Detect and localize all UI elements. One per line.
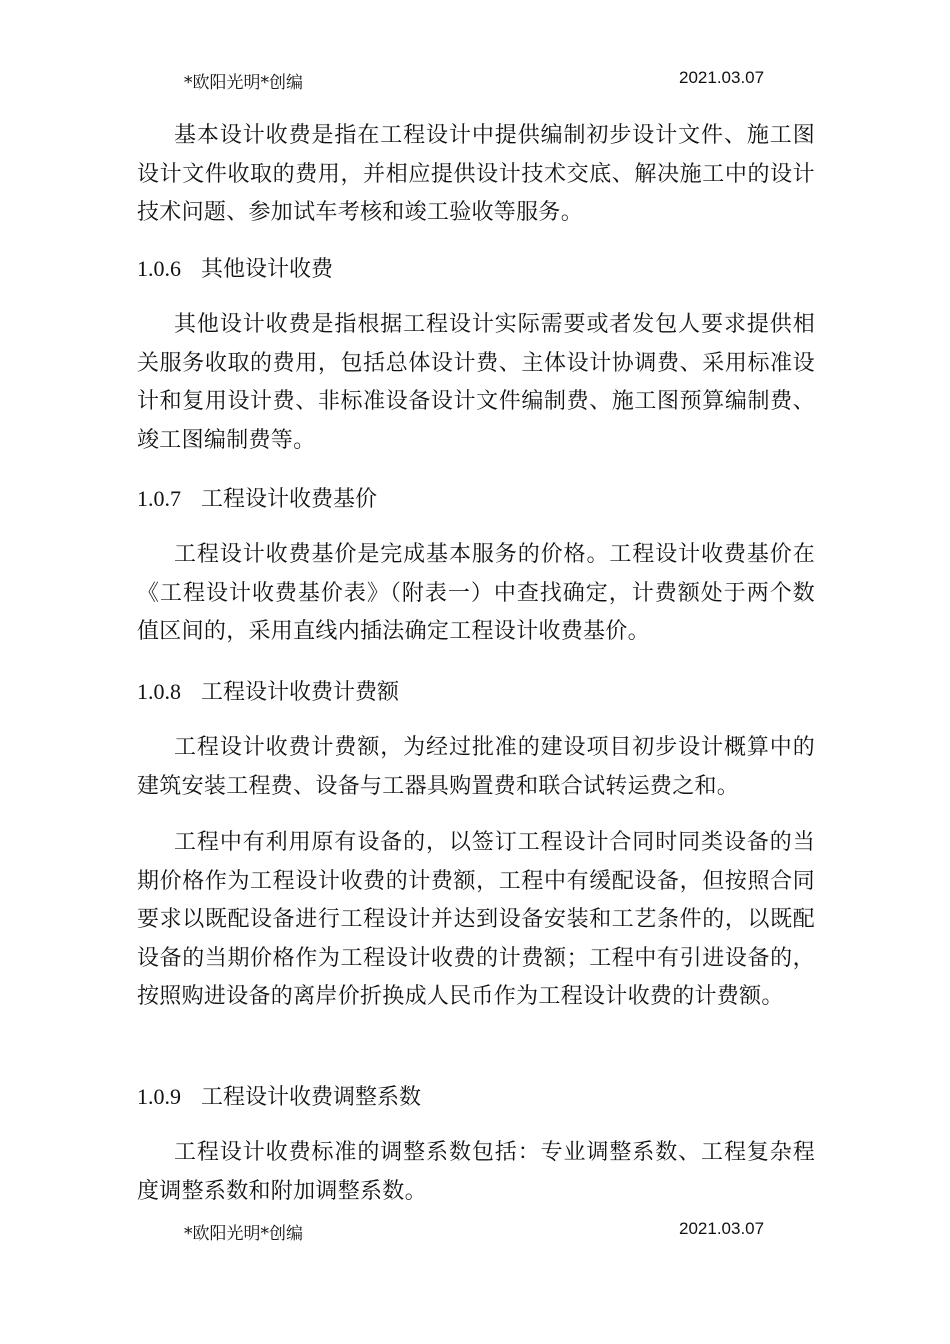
section-heading-1-0-9 [137,1082,815,1113]
section-title: 工程设计收费计费额 [201,680,400,705]
paragraph-other-design-fee: 其他设计收费是指根据工程设计实际需要或者发包人要求提供相关服务收取的费用，包括总体设计费、主体设计协调费、采用标准设计和复用设计费、非标准设备设计文件编制费、施工图预算编制费、竣工图编制费等。 [137,312,815,453]
section-number: 1.0.8 [137,679,181,704]
section-number: 1.0.6 [137,256,181,281]
section-heading-1-0-6 [137,254,815,285]
section-heading-1-0-7 [137,484,815,515]
section-number: 1.0.7 [137,486,181,511]
paragraph-basic-design-fee: 基本设计收费是指在工程设计中提供编制初步设计文件、施工图设计文件收取的费用，并相应提供设计技术交底、解决施工中的设计技术问题、参加试车考核和竣工验收等服务。 [137,123,815,225]
paragraph-fee-amount: 工程设计收费计费额，为经过批准的建设项目初步设计概算中的建筑安装工程费、设备与工器具购置费和联合试转运费之和。 [137,735,815,799]
section-title: 工程设计收费调整系数 [201,1085,422,1110]
footer-date: 2021.03.07 [679,1219,765,1238]
section-number: 1.0.9 [137,1084,181,1109]
page-footer [0,1219,950,1245]
paragraph-adjustment-coefficients: 工程设计收费标准的调整系数包括：专业调整系数、工程复杂程度调整系数和附加调整系数。 [137,1140,815,1204]
paragraph-existing-equipment: 工程中有利用原有设备的，以签订工程设计合同时同类设备的当期价格作为工程设计收费的计费额，工程中有缓配设备，但按照合同要求以既配设备进行工程设计并达到设备安装和工艺条件的，以既配设备的当期价格作为工程设计收费的计费额；工程中有引进设备的，按照购进设备的离岸价折换成人民币作为工程设计收费的计费额。 [137,830,815,1009]
header-author: *欧阳光明*创编 [184,73,303,93]
section-title: 其他设计收费 [201,257,334,282]
section-heading-1-0-8 [137,677,815,708]
section-title: 工程设计收费基价 [201,487,378,512]
paragraph-fee-base-price: 工程设计收费基价是完成基本服务的价格。工程设计收费基价在《工程设计收费基价表》（附表一）中查找确定，计费额处于两个数值区间的，采用直线内插法确定工程设计收费基价。 [137,542,815,644]
header-date: 2021.03.07 [679,68,765,87]
page-header [0,68,950,94]
footer-author: *欧阳光明*创编 [184,1224,303,1244]
